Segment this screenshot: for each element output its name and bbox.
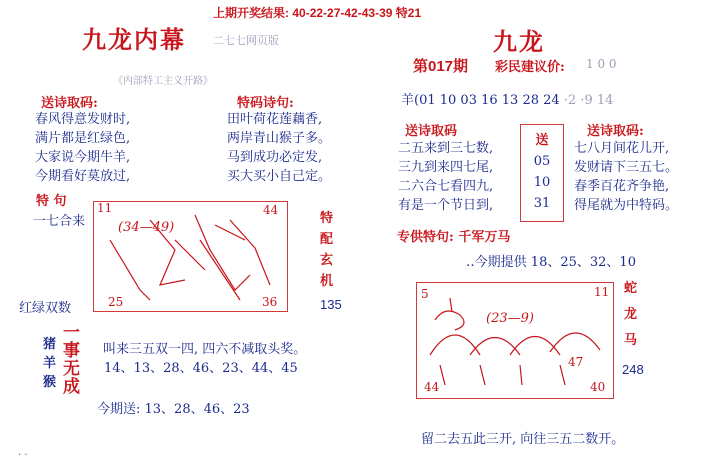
sheep-row-faint: ·2 ·9 14	[559, 93, 614, 108]
right-poem4-title: 送诗取码:	[587, 124, 644, 139]
poem-line: 有是一个节日到,	[398, 198, 494, 213]
right-sketch-br: 40	[590, 380, 606, 394]
left-subtitle: 二七七网页版	[213, 34, 279, 47]
zodiac-char: 猴	[43, 375, 57, 390]
left-poem2-title: 特码诗句:	[237, 96, 294, 111]
right-title: 九龙	[493, 27, 545, 56]
special-label: 专供特句: 千军万马	[397, 230, 511, 245]
motto-char: 一	[63, 323, 80, 343]
send-number: 10	[533, 175, 551, 190]
special-number: 特21	[395, 6, 422, 20]
poem-line: 七八月间花儿开,	[574, 141, 670, 156]
sheep-row-numbers: 羊(01 10 03 16 13 28 24	[401, 93, 560, 108]
motto-char: 成	[63, 377, 80, 397]
advice-faint: 1 0 0	[586, 57, 617, 71]
left-red-green-label: 红绿双数	[19, 301, 72, 316]
side-char: 玄	[320, 253, 334, 268]
right-side-number: 248	[622, 362, 644, 377]
left-sketch-tr: 44	[263, 203, 279, 217]
left-hint-numbers: 14、13、28、46、23、44、45	[104, 361, 298, 376]
poem-line: 满片都是红绿色,	[35, 131, 131, 146]
poem-line: 春季百花齐争艳,	[574, 179, 670, 194]
poem-line: 买大买小自己定。	[227, 169, 332, 184]
zodiac-char: 蛇	[624, 281, 638, 296]
poem-line: 春风得意发财时,	[35, 112, 131, 127]
poem-line: 田叶荷花莲藕香,	[227, 112, 323, 127]
corner-dots: . .	[18, 447, 28, 458]
poem-line: 大家说今期牛羊,	[35, 150, 131, 165]
poem-line: 二五来到三七数,	[398, 141, 494, 156]
poem-line: 今期看好莫放过,	[35, 169, 131, 184]
poem-line: 二六合七看四九,	[398, 179, 494, 194]
poem-line: 发财请下三五七。	[574, 160, 679, 175]
send-number: 31	[533, 196, 551, 211]
right-sketch-bl: 44	[424, 380, 440, 394]
supply-line: ‥今期提供 18、25、32、10	[466, 255, 636, 270]
zodiac-char: 羊	[43, 356, 57, 371]
left-internal-note: 《内部特工主义开路》	[113, 76, 213, 87]
zodiac-char: 龙	[624, 307, 638, 322]
result-numbers: 40-22-27-42-43-39	[292, 6, 393, 20]
left-sketch-tl: 11	[97, 201, 113, 215]
right-sketch-right: 47	[568, 355, 584, 369]
poem-line: 马到成功必定发,	[227, 150, 323, 165]
send-char: 送	[535, 133, 549, 148]
left-title: 九龙内幕	[82, 25, 186, 54]
left-poem1-title: 送诗取码:	[41, 96, 98, 111]
result-prefix: 上期开奖结果:	[213, 6, 293, 20]
poem-line: 两岸青山猴子多。	[227, 131, 332, 146]
right-sketch-tl: 5	[421, 287, 429, 301]
right-footer: 留二去五此三开, 向往三五二数开。	[421, 432, 625, 447]
motto-char: 事	[63, 341, 80, 361]
motto-char: 无	[63, 359, 80, 379]
side-char: 配	[320, 232, 334, 247]
left-hint-line: 叫来三五双一四, 四六不减取头奖。	[103, 342, 307, 357]
left-this-period: 今期送: 13、28、46、23	[97, 402, 250, 417]
left-sketch-mid: (34—49)	[118, 220, 175, 235]
zodiac-char: 猪	[43, 337, 57, 352]
right-zodiac-side	[624, 276, 637, 354]
left-special-title: 特 句	[36, 194, 67, 209]
left-special-phrase: 一七合来	[33, 214, 86, 229]
zodiac-char: 马	[624, 333, 638, 348]
right-poem3-title: 送诗取码	[405, 124, 458, 139]
side-char: 机	[320, 274, 334, 289]
right-sketch-mid: (23—9)	[486, 311, 534, 326]
left-side-number: 135	[320, 297, 342, 312]
poem-line: 三九到来四七尾,	[398, 160, 494, 175]
advice-label: 彩民建议价:	[495, 60, 565, 75]
side-char: 特	[320, 211, 334, 226]
poem-line: 得尾就为中特码。	[574, 198, 679, 213]
left-sketch-br: 36	[262, 295, 278, 309]
send-number: 05	[533, 154, 551, 169]
left-sketch-bl: 25	[108, 295, 124, 309]
right-sketch-tr: 11	[594, 285, 610, 299]
period-badge: 第017期	[413, 58, 469, 75]
